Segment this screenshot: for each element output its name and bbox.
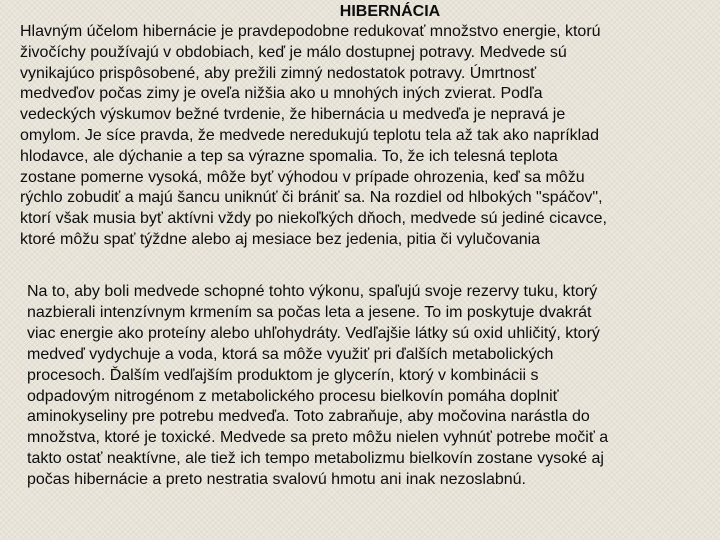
paragraph-2-line: odpadovým nitrogénom z metabolického procesu bielkovín pomáha doplniť	[27, 387, 559, 405]
paragraph-2-line: množstva, ktoré je toxické. Medvede sa preto môžu nielen vyhnúť potrebe močiť a	[27, 429, 609, 447]
paragraph-1-line: rýchlo zobudiť a majú šancu uniknúť či brániť sa. Na rozdiel od hlbokých "spáčov",	[20, 189, 603, 207]
paragraph-1-line: zostane pomerne vysoká, môže byť výhodou v prípade ohrozenia, keď sa môžu	[20, 168, 585, 186]
slide-title: HIBERNÁCIA	[339, 3, 441, 20]
paragraph-1-line: vedeckých výskumov bežné tvrdenie, že hibernácia u medveďa je nepravá je	[20, 106, 566, 124]
paragraph-1-line: medveďov počas zimy je oveľa nižšia ako u mnohých iných zvierat. Podľa	[20, 85, 543, 103]
paragraph-1-line: ktorí však musia byť aktívni vždy po niekoľkých dňoch, medvede sú jediné cicavce,	[20, 210, 607, 228]
paragraph-1-line: hlodavce, ale dýchanie a tep sa výrazne spomalia. To, že ich telesná teplota	[20, 147, 558, 165]
paragraph-2	[27, 282, 687, 491]
paragraph-1-line: ktoré môžu spať týždne alebo aj mesiace bez jedenia, pitia či vylučovania	[20, 230, 541, 248]
paragraph-2-line: viac energie ako proteíny alebo uhľohydráty. Vedľajšie látky sú oxid uhličitý, ktorý	[27, 324, 600, 342]
paragraph-2-line: nazbierali intenzívnym krmením sa počas leta a jesene. To im poskytuje dvakrát	[27, 303, 592, 321]
paragraph-1-line: Hlavným účelom hibernácie je pravdepodobne redukovať množstvo energie, ktorú	[20, 23, 601, 40]
paragraph-1-line: živočíchy používajú v obdobiach, keď je málo dostupnej potravy. Medvede sú	[20, 43, 567, 61]
paragraph-1	[20, 22, 712, 251]
paragraph-2-line: takto ostať neaktívne, ale tiež ich tempo metabolizmu bielkovín zostane vysoké aj	[27, 450, 604, 468]
paragraph-2-line: medveď vydychuje a voda, ktorá sa môže využiť pri ďalších metabolických	[27, 345, 554, 363]
paragraph-1-line: vynikajúco prispôsobené, aby prežili zimný nedostatok potravy. Úmrtnosť	[20, 64, 537, 82]
paragraph-2-line: aminokyseliny pre potrebu medveďa. Toto zabraňuje, aby močovina narástla do	[27, 408, 590, 426]
paragraph-2-line: počas hibernácie a preto nestratia svalovú hmotu ani inak nezoslabnú.	[27, 471, 526, 489]
paragraph-2-line: Na to, aby boli medvede schopné tohto výkonu, spaľujú svoje rezervy tuku, ktorý	[27, 283, 598, 300]
paragraph-1-line: omylom. Je síce pravda, že medvede neredukujú teplotu tela až tak ako napríklad	[20, 126, 599, 144]
paragraph-2-line: procesoch. Ďalším vedľajším produktom je glycerín, ktorý v kombinácii s	[27, 366, 539, 384]
